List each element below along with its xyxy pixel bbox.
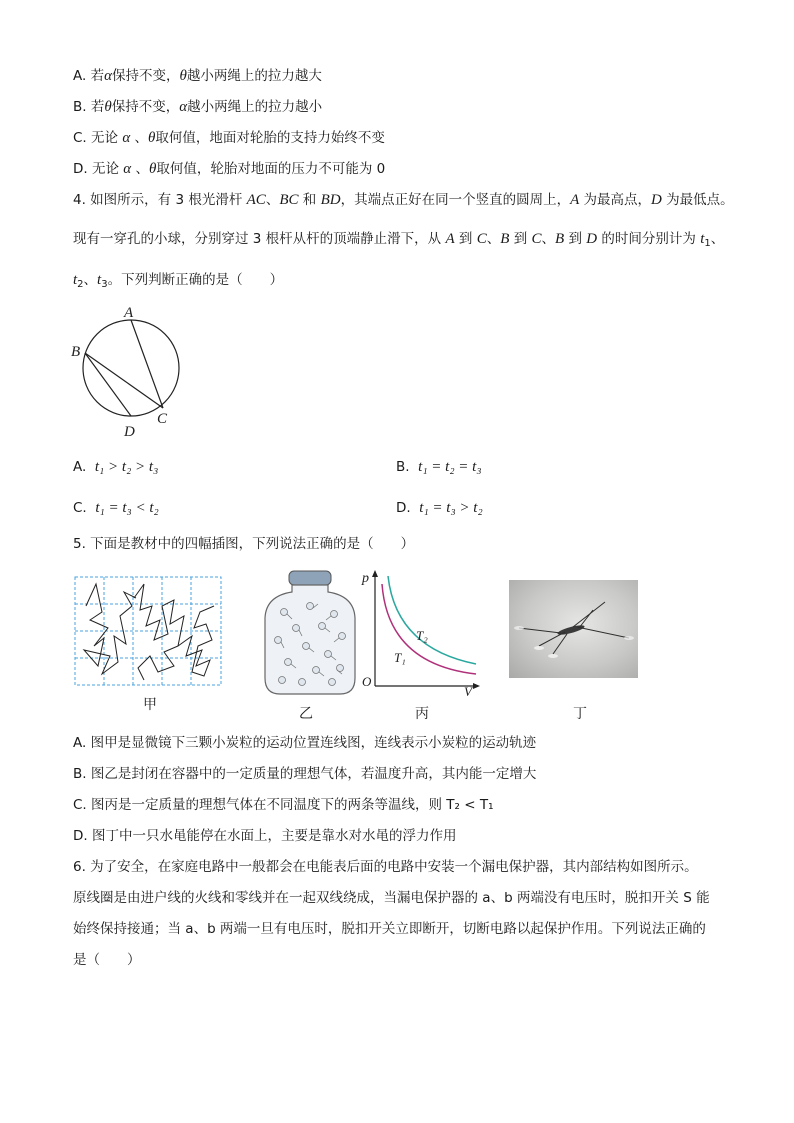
q4-option-a: A. t₁ > t₂ > t₃ bbox=[73, 459, 159, 475]
rod-bc bbox=[85, 353, 163, 408]
q4-stem-line2: 现有一穿孔的小球，分别穿过 3 根杆从杆的顶端静止滑下，从 A 到 C、B 到 C、B 到 D 的时间分别计为 $t_1$、 bbox=[73, 231, 725, 249]
circle bbox=[83, 320, 179, 416]
q4-option-b: B. t₁ = t₂ = t₃ bbox=[396, 459, 482, 475]
q4-circle-diagram bbox=[66, 303, 191, 441]
rod-ac bbox=[131, 320, 163, 408]
q5-option-b: B. 图乙是封闭在容器中的一定质量的理想气体，若温度升高，其内能一定增大 bbox=[73, 766, 537, 782]
caption-yi: 乙 bbox=[299, 706, 313, 722]
label-d: D bbox=[124, 424, 135, 440]
q6-line4: 是（ ） bbox=[73, 952, 141, 968]
q5-option-c: C. 图丙是一定质量的理想气体在不同温度下的两条等温线，则 T₂ < T₁ bbox=[73, 797, 494, 813]
grid-lines bbox=[75, 577, 221, 685]
label-b: B bbox=[71, 344, 81, 360]
q3-option-d: D. 无论 α 、θ取何值，轮胎对地面的压力不可能为 0 bbox=[73, 161, 386, 177]
label-c: C bbox=[157, 411, 168, 427]
q4-option-d: D. t₁ = t₃ > t₂ bbox=[396, 500, 483, 516]
q3-option-a: A. 若α保持不变，θ越小两绳上的拉力越大 bbox=[73, 68, 322, 84]
figure-pv-isotherms bbox=[358, 568, 482, 698]
q4-stem-line3: $t_2$、$t_3$。下列判断正确的是（ ） bbox=[73, 272, 284, 290]
rod-bd bbox=[85, 353, 131, 416]
figure-brownian-motion bbox=[74, 576, 224, 688]
label-a: A bbox=[124, 305, 134, 321]
water-strider bbox=[509, 580, 638, 678]
label-t1: T₁ bbox=[394, 650, 406, 665]
q4-option-c: C. t₁ = t₃ < t₂ bbox=[73, 500, 159, 516]
q6-line1: 6. 为了安全，在家庭电路中一般都会在电能表后面的电路中安装一个漏电保护器，其内部结构如图所示。 bbox=[73, 859, 698, 875]
q5-option-a: A. 图甲是显微镜下三颗小炭粒的运动位置连线图，连线表示小炭粒的运动轨迹 bbox=[73, 735, 537, 751]
q6-line3: 始终保持接通；当 a、b 两端一旦有电压时，脱扣开关立即断开，切断电路以起保护作用。下列说法正确的 bbox=[73, 921, 706, 937]
particle-path-2 bbox=[134, 584, 184, 680]
p-axis-arrow bbox=[372, 570, 378, 577]
label-p: p bbox=[362, 571, 369, 586]
label-t2: T₂ bbox=[416, 628, 428, 643]
q5-option-d: D. 图丁中一只水黾能停在水面上，主要是靠水对水黾的浮力作用 bbox=[73, 828, 457, 844]
figure-water-strider-photo bbox=[509, 580, 638, 678]
caption-ding: 丁 bbox=[573, 706, 587, 722]
figure-gas-jar bbox=[262, 570, 358, 696]
jar-lid bbox=[289, 571, 331, 585]
v-axis-arrow bbox=[473, 683, 480, 689]
q4-stem-line1: 4. 如图所示，有 3 根光滑杆 AC、BC 和 BD，其端点正好在同一个竖直的圆周上，A 为最高点，D 为最低点。 bbox=[73, 192, 734, 208]
q6-line2: 原线圈是由进户线的火线和零线并在一起双线绕成，当漏电保护器的 a、b 两端没有电压时，脱扣开关 S 能 bbox=[73, 890, 710, 906]
particle-path-1 bbox=[84, 584, 136, 674]
label-v: V bbox=[464, 684, 472, 698]
caption-jia: 甲 bbox=[143, 697, 157, 713]
caption-bing: 丙 bbox=[415, 706, 429, 722]
q3-option-c: C. 无论 α 、θ取何值，地面对轮胎的支持力始终不变 bbox=[73, 130, 385, 146]
label-o: O bbox=[362, 674, 372, 689]
q3-option-b: B. 若θ保持不变，α越小两绳上的拉力越小 bbox=[73, 99, 323, 115]
q5-stem: 5. 下面是教材中的四幅插图，下列说法正确的是（ ） bbox=[73, 536, 415, 552]
